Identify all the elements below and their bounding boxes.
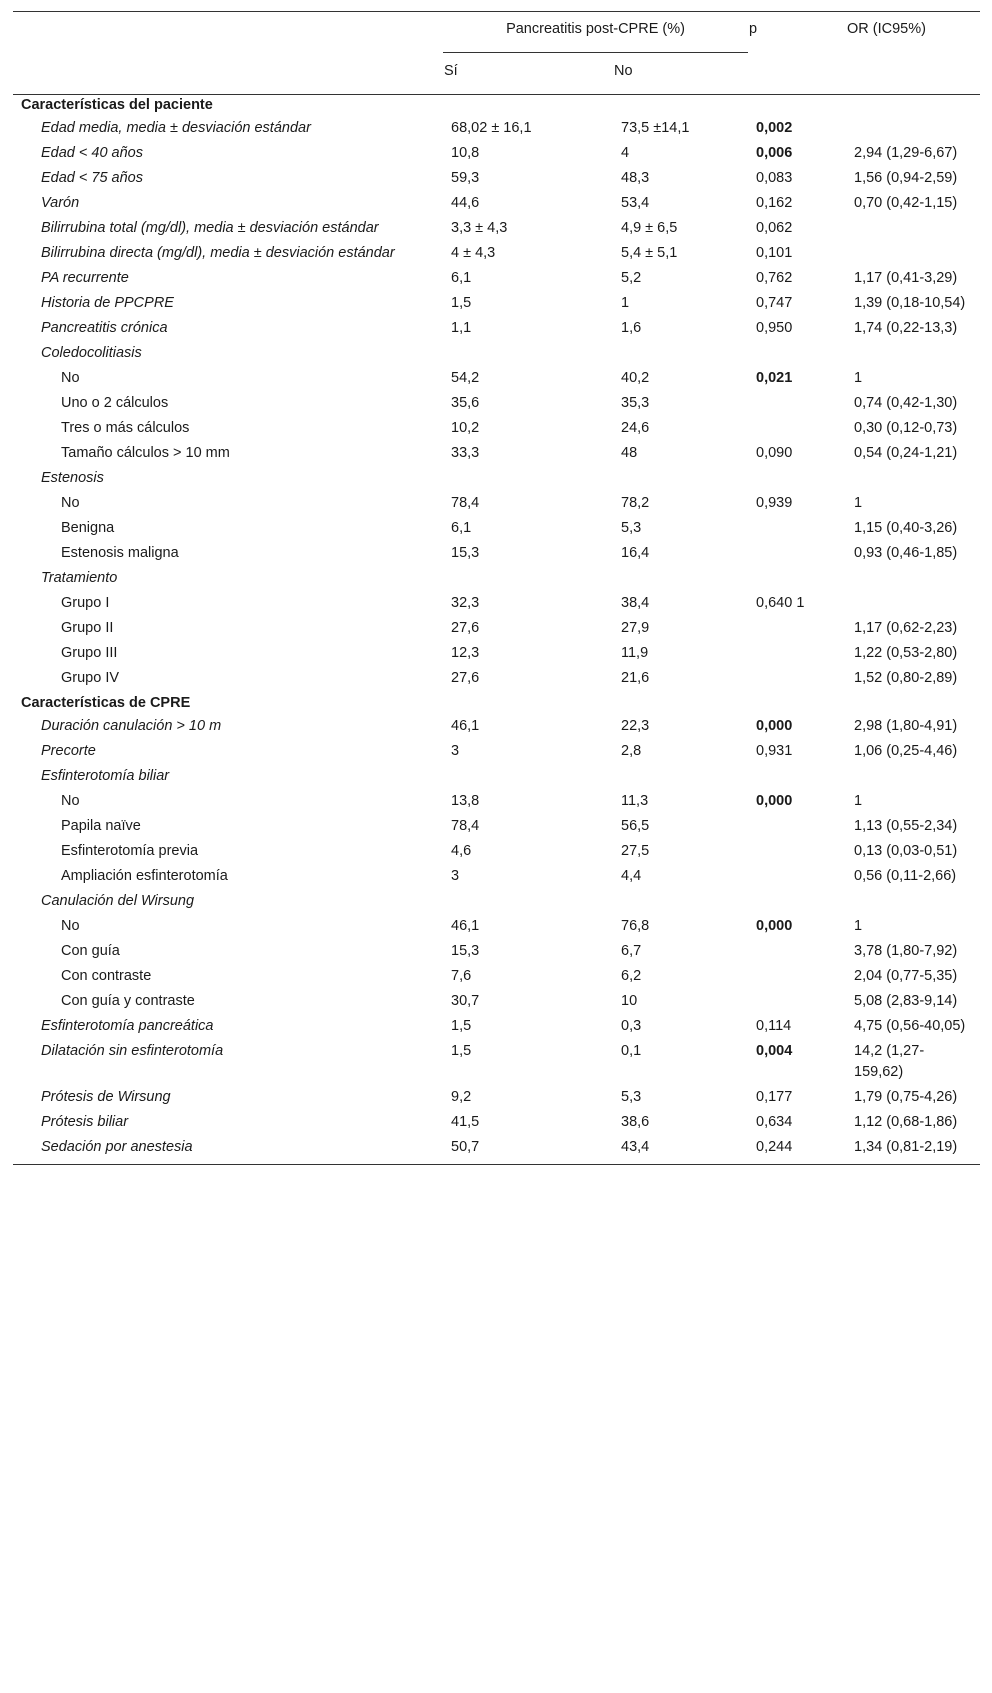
cell-si: 3 (451, 743, 460, 759)
table-row (13, 318, 980, 343)
cell-si (443, 891, 613, 916)
cell-p (748, 393, 846, 418)
table-row (13, 218, 980, 243)
table-row (13, 243, 980, 268)
table-row (13, 268, 980, 293)
cell-no: 5,4 ± 5,1 (621, 245, 678, 261)
table-row (13, 916, 980, 941)
cell-or: 0,30 (0,12-0,73) (854, 420, 958, 436)
cell-no: 35,3 (621, 395, 650, 411)
cell-or: 1 (854, 370, 863, 386)
cell-no: 21,6 (621, 670, 650, 686)
cell-si: 7,6 (451, 968, 472, 984)
cell-no: 10 (621, 993, 638, 1009)
cell-or: 1,06 (0,25-4,46) (854, 743, 958, 759)
cell-si: 27,6 (451, 620, 480, 636)
cell-p: 0,000 (756, 793, 793, 809)
cell-no (613, 343, 748, 368)
cell-or: 1,15 (0,40-3,26) (854, 520, 958, 536)
cell-si: 1,5 (451, 295, 472, 311)
cell-p (748, 343, 846, 368)
cell-or: 0,13 (0,03-0,51) (854, 843, 958, 859)
table-row (13, 343, 980, 368)
row-label: Tres o más cálculos (61, 420, 190, 436)
cell-p (748, 966, 846, 991)
cell-p: 0,177 (756, 1089, 793, 1105)
cell-no: 48 (621, 445, 638, 461)
cell-si: 54,2 (451, 370, 480, 386)
cell-no: 78,2 (621, 495, 650, 511)
table-row (13, 168, 980, 193)
row-label: Bilirrubina total (mg/dl), media ± desviación estándar (41, 220, 379, 236)
row-label: Edad < 40 años (41, 145, 143, 161)
table-row (13, 393, 980, 418)
cell-or (846, 891, 980, 916)
cell-no: 76,8 (621, 918, 650, 934)
cell-no (613, 891, 748, 916)
header-or: OR (IC95%) (846, 12, 980, 95)
row-label: Coledocolitiasis (41, 345, 142, 361)
cell-no: 0,3 (621, 1018, 642, 1034)
cell-p: 0,640 1 (756, 595, 805, 611)
table-body (13, 95, 980, 1165)
cell-p (748, 766, 846, 791)
cell-no: 38,4 (621, 595, 650, 611)
cell-si: 6,1 (451, 520, 472, 536)
cell-no: 5,3 (621, 1089, 642, 1105)
cell-p: 0,002 (756, 120, 793, 136)
row-label: Grupo I (61, 595, 110, 611)
section-title: Características de CPRE (21, 695, 191, 711)
cell-no (613, 468, 748, 493)
header-p: p (748, 12, 846, 95)
cell-or: 1,13 (0,55-2,34) (854, 818, 958, 834)
row-label: No (61, 918, 80, 934)
cell-or: 2,04 (0,77-5,35) (854, 968, 958, 984)
table-row (13, 518, 980, 543)
cell-no (613, 568, 748, 593)
row-label: Papila naïve (61, 818, 141, 834)
cell-p (748, 668, 846, 693)
cell-si: 10,8 (451, 145, 480, 161)
row-label: PA recurrente (41, 270, 129, 286)
row-label: Con guía y contraste (61, 993, 195, 1009)
table-row (13, 543, 980, 568)
cell-or (846, 243, 980, 268)
cell-si: 12,3 (451, 645, 480, 661)
cell-p (748, 866, 846, 891)
cell-or: 1,79 (0,75-4,26) (854, 1089, 958, 1105)
cell-p (748, 468, 846, 493)
table-row (13, 866, 980, 891)
cell-or: 2,98 (1,80-4,91) (854, 718, 958, 734)
cell-p (748, 841, 846, 866)
cell-si: 3,3 ± 4,3 (451, 220, 508, 236)
cell-p: 0,634 (756, 1114, 793, 1130)
row-label: Tamaño cálculos > 10 mm (61, 445, 230, 461)
cell-p: 0,939 (756, 495, 793, 511)
header-empty (13, 12, 443, 53)
cell-or: 1,17 (0,62-2,23) (854, 620, 958, 636)
cell-or: 1 (854, 918, 863, 934)
cell-si: 46,1 (451, 918, 480, 934)
cell-si: 32,3 (451, 595, 480, 611)
cell-p: 0,114 (756, 1018, 792, 1034)
cell-si: 27,6 (451, 670, 480, 686)
cell-or (846, 766, 980, 791)
row-label: Esfinterotomía pancreática (41, 1018, 214, 1034)
cell-no: 4,9 ± 6,5 (621, 220, 678, 236)
header-no: No (613, 53, 748, 95)
table-row (13, 568, 980, 593)
cell-si: 59,3 (451, 170, 480, 186)
row-label: Precorte (41, 743, 96, 759)
row-label: Uno o 2 cálculos (61, 395, 169, 411)
cell-or: 1,12 (0,68-1,86) (854, 1114, 958, 1130)
cell-no: 1 (621, 295, 630, 311)
cell-or: 1,22 (0,53-2,80) (854, 645, 958, 661)
cell-si: 15,3 (451, 943, 480, 959)
row-label: Esfinterotomía biliar (41, 768, 170, 784)
cell-p: 0,004 (756, 1043, 793, 1059)
row-label: Grupo IV (61, 670, 120, 686)
cell-or (846, 593, 980, 618)
table-row (13, 1041, 980, 1087)
cell-or: 5,08 (2,83-9,14) (854, 993, 958, 1009)
cell-no: 40,2 (621, 370, 650, 386)
cell-p: 0,090 (756, 445, 793, 461)
cell-no: 22,3 (621, 718, 650, 734)
cell-no: 1,6 (621, 320, 642, 336)
cell-no: 56,5 (621, 818, 650, 834)
cell-no: 48,3 (621, 170, 650, 186)
table-row (13, 493, 980, 518)
cell-or: 0,54 (0,24-1,21) (854, 445, 958, 461)
cell-no: 73,5 ±14,1 (621, 120, 690, 136)
cell-or: 4,75 (0,56-40,05) (854, 1018, 966, 1034)
cell-p: 0,244 (748, 1137, 846, 1165)
cell-no: 24,6 (621, 420, 650, 436)
cell-si: 78,4 (451, 818, 480, 834)
cell-or: 1 (854, 495, 863, 511)
row-label: No (61, 793, 80, 809)
cell-no: 4,4 (621, 868, 642, 884)
cell-si: 4,6 (451, 843, 472, 859)
table-row (13, 593, 980, 618)
cell-p: 0,747 (756, 295, 793, 311)
table-row (13, 766, 980, 791)
cell-or: 1 (854, 793, 863, 809)
table-row (13, 891, 980, 916)
cell-si: 13,8 (451, 793, 480, 809)
table-row (13, 1087, 980, 1112)
row-label: Dilatación sin esfinterotomía (41, 1043, 224, 1059)
row-label: Grupo III (61, 645, 118, 661)
cell-or: 2,94 (1,29-6,67) (854, 145, 958, 161)
cell-no: 16,4 (621, 545, 650, 561)
cell-si: 41,5 (451, 1114, 480, 1130)
cell-no: 4 (621, 145, 630, 161)
table-row (13, 1137, 980, 1165)
table-row (13, 841, 980, 866)
table-row (13, 143, 980, 168)
table-row (13, 991, 980, 1016)
cell-si: 33,3 (451, 445, 480, 461)
cell-si (443, 568, 613, 593)
cell-si (443, 468, 613, 493)
cell-p: 0,000 (756, 718, 793, 734)
cell-or: 0,70 (0,42-1,15) (854, 195, 958, 211)
table-row (13, 618, 980, 643)
row-label: Estenosis maligna (61, 545, 179, 561)
cell-p: 0,083 (756, 170, 793, 186)
cell-si (443, 343, 613, 368)
table-row (13, 791, 980, 816)
cell-si: 44,6 (451, 195, 480, 211)
cell-si (443, 766, 613, 791)
cell-si: 9,2 (451, 1089, 472, 1105)
cell-no: 53,4 (621, 195, 650, 211)
cell-no (613, 766, 748, 791)
cell-no: 38,6 (621, 1114, 650, 1130)
cell-or: 1,39 (0,18-10,54) (854, 295, 966, 311)
table-row (13, 741, 980, 766)
cell-or (846, 118, 980, 143)
cell-no: 6,2 (621, 968, 642, 984)
cell-or: 3,78 (1,80-7,92) (854, 943, 958, 959)
cell-or: 0,93 (0,46-1,85) (854, 545, 958, 561)
cell-si: 1,5 (451, 1018, 472, 1034)
row-label: Historia de PPCPRE (41, 295, 174, 311)
cell-p: 0,931 (756, 743, 793, 759)
cell-p: 0,006 (756, 145, 793, 161)
row-label: Edad media, media ± desviación estándar (41, 120, 311, 136)
table-row (13, 418, 980, 443)
cell-p: 0,021 (756, 370, 793, 386)
table-row (13, 643, 980, 668)
cell-or (846, 468, 980, 493)
results-table (13, 11, 980, 1165)
table-row (13, 716, 980, 741)
cell-or (846, 343, 980, 368)
cell-p (748, 618, 846, 643)
row-label: Bilirrubina directa (mg/dl), media ± desviación estándar (41, 245, 395, 261)
table-row (13, 368, 980, 393)
row-label: No (61, 370, 80, 386)
table-row (13, 966, 980, 991)
cell-no: 0,1 (621, 1043, 642, 1059)
row-label: Prótesis de Wirsung (41, 1089, 171, 1105)
header-group-pancreatitis: Pancreatitis post-CPRE (%) (443, 12, 748, 53)
cell-si: 30,7 (451, 993, 480, 1009)
cell-p: 0,000 (756, 918, 793, 934)
table-row (13, 293, 980, 318)
cell-no: 2,8 (621, 743, 642, 759)
row-label: Prótesis biliar (41, 1114, 129, 1130)
section-row (13, 693, 980, 716)
row-label: No (61, 495, 80, 511)
cell-si: 1,1 (451, 320, 472, 336)
table-row (13, 443, 980, 468)
row-label: Ampliación esfinterotomía (61, 868, 228, 884)
table-row (13, 468, 980, 493)
cell-or: 1,17 (0,41-3,29) (854, 270, 958, 286)
cell-si: 10,2 (451, 420, 480, 436)
row-label: Con guía (61, 943, 120, 959)
cell-no: 27,5 (621, 843, 650, 859)
cell-p (748, 991, 846, 1016)
row-label: Esfinterotomía previa (61, 843, 199, 859)
cell-si: 50,7 (443, 1137, 613, 1165)
table-row (13, 816, 980, 841)
cell-no: 11,3 (621, 793, 649, 809)
cell-p (748, 643, 846, 668)
cell-p (748, 568, 846, 593)
cell-p (748, 891, 846, 916)
table-row (13, 941, 980, 966)
row-label: Pancreatitis crónica (41, 320, 168, 336)
cell-p (748, 543, 846, 568)
cell-si: 4 ± 4,3 (451, 245, 496, 261)
cell-p: 0,162 (756, 195, 793, 211)
cell-no: 27,9 (621, 620, 650, 636)
cell-si: 3 (451, 868, 460, 884)
table-header (13, 12, 980, 95)
cell-or: 1,56 (0,94-2,59) (854, 170, 958, 186)
row-label: Benigna (61, 520, 115, 536)
row-label: Duración canulación > 10 m (41, 718, 222, 734)
section-row (13, 95, 980, 119)
cell-p: 0,762 (756, 270, 793, 286)
cell-p: 0,950 (756, 320, 793, 336)
cell-p (748, 816, 846, 841)
table-row (13, 668, 980, 693)
cell-p (748, 418, 846, 443)
header-si: Sí (443, 53, 613, 95)
row-label: Tratamiento (41, 570, 118, 586)
cell-si: 78,4 (451, 495, 480, 511)
cell-si: 15,3 (451, 545, 480, 561)
cell-si: 46,1 (451, 718, 480, 734)
cell-p (748, 941, 846, 966)
cell-p: 0,101 (756, 245, 793, 261)
cell-si: 1,5 (451, 1043, 472, 1059)
cell-or: 1,34 (0,81-2,19) (846, 1137, 980, 1165)
table-row (13, 1112, 980, 1137)
cell-p (748, 518, 846, 543)
row-label: Con contraste (61, 968, 152, 984)
cell-or (846, 568, 980, 593)
section-title: Características del paciente (21, 97, 213, 113)
cell-si: 35,6 (451, 395, 480, 411)
table-row (13, 193, 980, 218)
table-row (13, 1016, 980, 1041)
row-label: Grupo II (61, 620, 114, 636)
cell-or: 14,2 (1,27-159,62) (854, 1043, 925, 1080)
cell-no: 6,7 (621, 943, 642, 959)
row-label: Edad < 75 años (41, 170, 143, 186)
cell-or: 0,56 (0,11-2,66) (854, 868, 957, 884)
cell-no: 5,2 (621, 270, 642, 286)
row-label: Sedación por anestesia (13, 1137, 443, 1165)
cell-p: 0,062 (756, 220, 793, 236)
row-label: Canulación del Wirsung (41, 893, 195, 909)
cell-no: 11,9 (621, 645, 649, 661)
row-label: Varón (41, 195, 80, 211)
cell-no: 5,3 (621, 520, 642, 536)
cell-si: 6,1 (451, 270, 472, 286)
cell-or: 0,74 (0,42-1,30) (854, 395, 958, 411)
cell-si: 68,02 ± 16,1 (451, 120, 532, 136)
header-empty-2 (13, 53, 443, 95)
row-label: Estenosis (41, 470, 104, 486)
table-row (13, 118, 980, 143)
cell-or: 1,74 (0,22-13,3) (854, 320, 958, 336)
cell-or (846, 218, 980, 243)
cell-or: 1,52 (0,80-2,89) (854, 670, 958, 686)
cell-no: 43,4 (613, 1137, 748, 1165)
